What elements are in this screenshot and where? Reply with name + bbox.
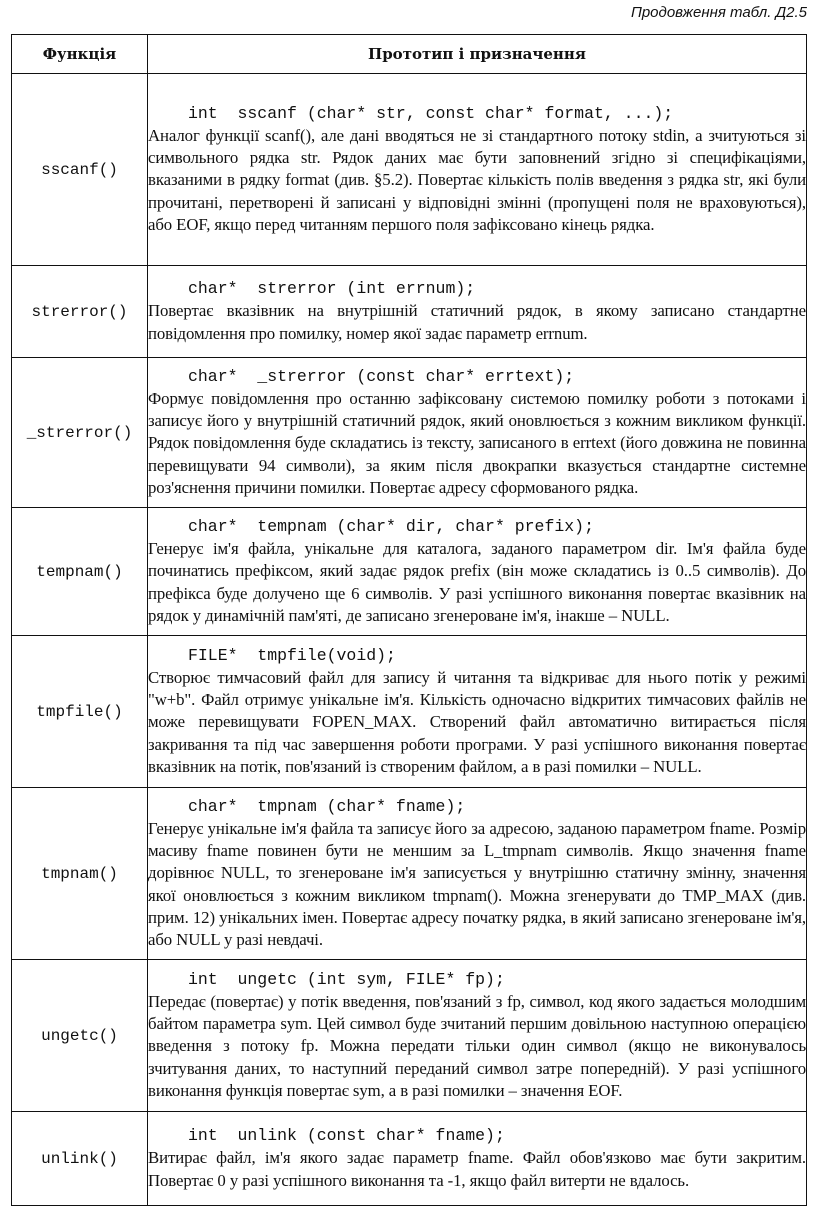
function-description-cell: [148, 508, 807, 636]
function-prototype: int ungetc (int sym, FILE* fp);: [188, 969, 505, 989]
table-continuation-caption: Продовження табл. Д2.5: [630, 4, 807, 21]
function-description-cell: [148, 788, 807, 960]
table-row: [12, 358, 807, 508]
header-prototype: Прототип і призначення: [148, 35, 807, 74]
function-prototype: int sscanf (char* str, const char* format, ...);: [188, 103, 674, 123]
function-prototype: char* tempnam (char* dir, char* prefix);: [188, 517, 594, 537]
function-description: Аналог функції scanf(), але дані вводяться не зі стандартного потоку stdin, а зчитуються зі символьного рядка str. Рядок даних має бути заповнений згідно зі специфікаціями, вказаними в рядку format (див. §5.2). Повертає кількість полів введення з рядка str, які були прочитані, перетворені й записані у відповідні змінні (пропущені поля не враховуються), або EOF, якщо перед читанням першого поля зафіксовано кінець рядка.: [148, 125, 806, 234]
function-description-cell: [148, 74, 807, 266]
table-row: [12, 960, 807, 1112]
table-row: [12, 74, 807, 266]
table-row: [12, 508, 807, 636]
function-description-cell: [148, 960, 807, 1112]
function-description: Генерує унікальне ім'я файла та записує його за адресою, заданою параметром fname. Розмір масиву fname повинен бути не меншим за L_tmpnam символів. Якщо значення fname дорівнює NULL, то згенероване ім'я записується у внутрішню статичну змінну, значення якої оновлюється з кожним викликом tmpnam(). Можна згенерувати до TMP_MAX (див. прим. 12) унікальних імен. Повертає адресу початку рядка, в який записано згенероване ім'я, або NULL у разі невдачі.: [148, 818, 806, 949]
table-header-row: [12, 35, 807, 74]
function-prototype: char* strerror (int errnum);: [188, 279, 476, 299]
function-name: _strerror(): [12, 358, 148, 508]
function-description-cell: [148, 358, 807, 508]
function-name: strerror(): [12, 266, 148, 358]
function-name: tempnam(): [12, 508, 148, 636]
table-row: [12, 266, 807, 358]
functions-table: [11, 34, 807, 1206]
function-prototype: int unlink (const char* fname);: [188, 1126, 505, 1146]
function-name: sscanf(): [12, 74, 148, 266]
function-prototype: char* tmpnam (char* fname);: [188, 796, 466, 816]
function-prototype: FILE* tmpfile(void);: [188, 645, 396, 665]
function-description: Повертає вказівник на внутрішній статичний рядок, в якому записано стандартне повідомлення про помилку, номер якої задає параметр errnum.: [148, 301, 806, 343]
header-function: Функція: [12, 35, 148, 74]
function-name: ungetc(): [12, 960, 148, 1112]
table-row: [12, 636, 807, 788]
function-description: Витирає файл, ім'я якого задає параметр fname. Файл обов'язково має бути закритим. Повертає 0 у разі успішного виконання та -1, якщо файл витерти не вдалось.: [148, 1148, 806, 1190]
function-description: Передає (повертає) у потік введення, пов'язаний з fp, символ, код якого задається молодшим байтом параметра sym. Цей символ буде зчитаний першим довільною наступною операцією введення з потоку fp. Можна передати тільки один символ (якщо не виконувалось зчитування даних, то наступний переданий символ затре попередній). У разі успішного виконання функція повертає sym, а в разі помилки – значення EOF.: [148, 991, 806, 1100]
table-row: [12, 788, 807, 960]
function-description: Генерує ім'я файла, унікальне для каталога, заданого параметром dir. Ім'я файла буде починатись префіксом, який задає рядок prefix (він може складатись із 0..5 символів). До префікса буде долучено ще 6 символів. У разі успішного виконання повертає вказівник на рядок у динамічній пам'яті, де записано згенероване ім'я, інакше – NULL.: [148, 539, 806, 625]
function-description: Створює тимчасовий файл для запису й читання та відкриває для нього потік у режимі "w+b". Файл отримує унікальне ім'я. Кількість одночасно відкритих тимчасових файлів не може перевищувати FOPEN_MAX. Створений файл автоматично витирається після закривання та під час завершення роботи програми. У разі успішного виконання повертає вказівник на потік, пов'язаний із створеним файлом, а в разі помилки – NULL.: [148, 667, 806, 776]
table-row: [12, 1112, 807, 1206]
function-description: Формує повідомлення про останню зафіксовану системою помилку роботи з потоками і записує його у внутрішній статичний рядок, який оновлюється з кожним викликом функції. Рядок повідомлення буде складатись із тексту, записаного в errtext (його довжина не повинна перевищувати 94 символи), за яким після двокрапки вказується стандартне системне роз'яснення причини помилки. Повертає адресу сформованого рядка.: [148, 388, 806, 497]
function-name: unlink(): [12, 1112, 148, 1206]
function-name: tmpnam(): [12, 788, 148, 960]
function-name: tmpfile(): [12, 636, 148, 788]
function-description-cell: [148, 636, 807, 788]
function-description-cell: [148, 266, 807, 358]
function-description-cell: [148, 1112, 807, 1206]
function-prototype: char* _strerror (const char* errtext);: [188, 366, 575, 386]
